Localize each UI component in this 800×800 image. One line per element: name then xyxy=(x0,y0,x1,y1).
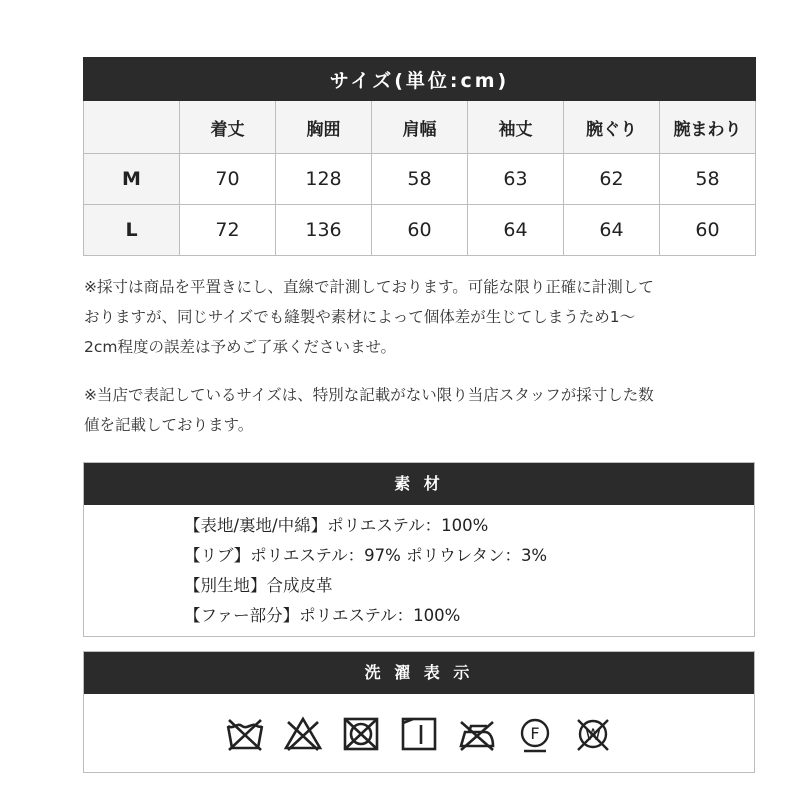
note-line: おりますが、同じサイズでも縫製や素材によって個体差が生じてしまうため1～ xyxy=(84,308,636,326)
size-table-title: サイズ(単位:cm) xyxy=(84,58,756,101)
size-notation-note xyxy=(84,380,764,440)
line-dry-shade-icon xyxy=(399,714,439,754)
material-line: 【別生地】合成皮革 xyxy=(184,576,333,595)
table-cell: 58 xyxy=(372,154,468,205)
table-cell: 63 xyxy=(468,154,564,205)
note-line: 値を記載しております。 xyxy=(84,416,254,434)
table-row xyxy=(84,205,756,256)
dry-clean-letter: F xyxy=(530,724,540,743)
size-table xyxy=(83,57,756,256)
dry-clean-f-icon xyxy=(515,714,555,754)
header-sleeve: 袖丈 xyxy=(468,101,564,154)
wet-clean-letter: W xyxy=(585,725,601,744)
header-arm-circumference: 腕まわり xyxy=(660,101,756,154)
header-chest: 胸囲 xyxy=(276,101,372,154)
material-line: 【ファー部分】ポリエステル：100% xyxy=(184,606,461,625)
do-not-wash-icon xyxy=(225,714,265,754)
table-cell: 64 xyxy=(564,205,660,256)
table-cell: 70 xyxy=(180,154,276,205)
table-cell: 60 xyxy=(372,205,468,256)
header-armhole: 腕ぐり xyxy=(564,101,660,154)
table-cell: 64 xyxy=(468,205,564,256)
material-title: 素 材 xyxy=(84,463,754,505)
material-line: 【表地/裏地/中綿】ポリエステル：100% xyxy=(184,516,489,535)
care-icons xyxy=(84,694,754,774)
table-cell: 136 xyxy=(276,205,372,256)
do-not-wet-clean-icon xyxy=(573,714,613,754)
table-cell: 128 xyxy=(276,154,372,205)
do-not-bleach-icon xyxy=(283,714,323,754)
measurement-note xyxy=(84,272,764,362)
row-label-m: M xyxy=(84,154,180,205)
header-corner xyxy=(84,101,180,154)
material-box xyxy=(83,462,755,637)
material-list xyxy=(84,505,754,631)
note-line: 2cm程度の誤差は予めご了承くださいませ。 xyxy=(84,338,397,356)
table-row xyxy=(84,154,756,205)
do-not-iron-icon xyxy=(457,714,497,754)
do-not-tumble-dry-icon xyxy=(341,714,381,754)
row-label-l: L xyxy=(84,205,180,256)
care-label-box xyxy=(83,651,755,773)
table-cell: 62 xyxy=(564,154,660,205)
note-line: ※当店で表記しているサイズは、特別な記載がない限り当店スタッフが採寸した数 xyxy=(84,386,654,404)
care-title: 洗 濯 表 示 xyxy=(84,652,754,694)
table-cell: 58 xyxy=(660,154,756,205)
note-line: ※採寸は商品を平置きにし、直線で計測しております。可能な限り正確に計測して xyxy=(84,278,654,296)
header-length: 着丈 xyxy=(180,101,276,154)
table-cell: 60 xyxy=(660,205,756,256)
size-table-header-row xyxy=(84,101,756,154)
header-shoulder: 肩幅 xyxy=(372,101,468,154)
material-line: 【リブ】ポリエステル：97% ポリウレタン：3% xyxy=(184,546,548,565)
table-cell: 72 xyxy=(180,205,276,256)
